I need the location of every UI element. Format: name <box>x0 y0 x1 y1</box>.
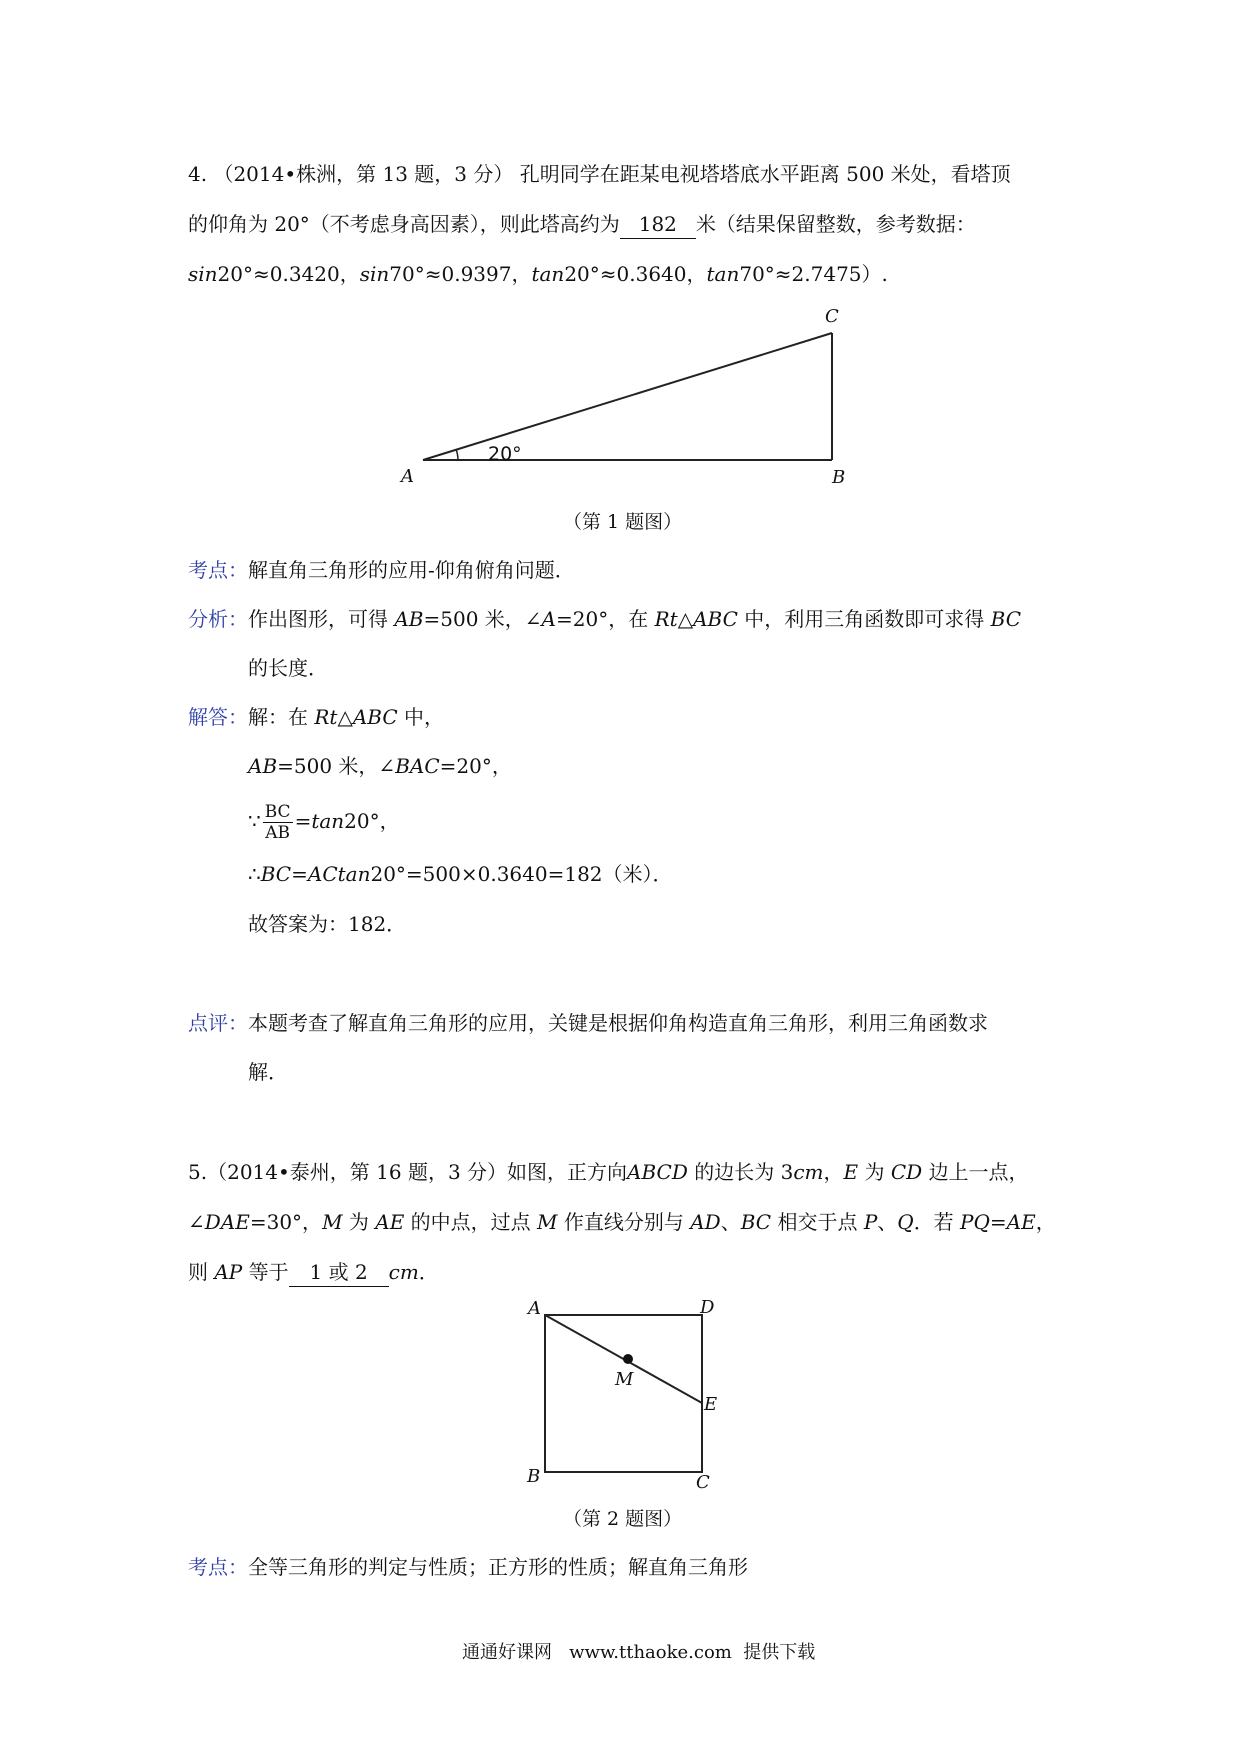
q5-line-2: ∠DAE=30°，M 为 AE 的中点，过点 M 作直线分别与 AD、BC 相交于点 P、Q．若 PQ=AE， <box>188 1210 1056 1234</box>
q5-vertex-c: C <box>696 1472 710 1493</box>
q4-vertex-c: C <box>825 306 839 327</box>
q4-jieda-4: ∴BC=ACtan20°=500×0.3640=182（米）． <box>248 862 673 886</box>
q4-figure-caption: （第 1 题图） <box>563 511 683 533</box>
q4-dianping-2: 解． <box>248 1060 288 1084</box>
q4-jieda-3: ∵ $\frac{BC}{AB}$ =tan20°， <box>248 802 400 843</box>
q4-fenxi-1: 分析：作出图形，可得 AB=500 米，∠A=20°，在 Rt△ABC 中，利用三角函数即可求得 BC <box>188 607 1021 631</box>
q4-jieda-5: 故答案为：182． <box>248 912 407 936</box>
q4-vertex-a: A <box>401 466 414 487</box>
q5-line-1: 5.（2014•泰州，第 16 题，3 分）如图，正方向ABCD 的边长为 3cm，E 为 CD 边上一点， <box>188 1160 1029 1184</box>
q4-vertex-b: B <box>832 467 846 488</box>
q4-fenxi-2: 的长度． <box>248 656 328 680</box>
q4-angle-label: 20° <box>488 443 522 465</box>
q4-kaodian: 考点：解直角三角形的应用-仰角俯角问题． <box>188 558 575 582</box>
q4-line-3: sin20°≈0.3420，sin70°≈0.9397，tan20°≈0.3640，tan70°≈2.7475）. <box>188 262 888 286</box>
q4-line-2: 的仰角为 20°（不考虑身高因素），则此塔高约为 182 米（结果保留整数，参考数据： <box>188 210 976 239</box>
q5-label-m: M <box>615 1369 634 1390</box>
q5-answer-blank: 1 或 2 <box>289 1258 389 1287</box>
q4-number: 4. <box>188 162 208 186</box>
q4-fraction: $\frac{BC}{AB}$ <box>264 802 291 843</box>
q5-vertex-d: D <box>700 1297 715 1318</box>
page-footer: 通通好课网 www.tthaoke.com 提供下载 <box>462 1642 816 1663</box>
q5-point-m <box>623 1354 633 1364</box>
q4-jieda-1: 解答：解：在 Rt△ABC 中， <box>188 705 445 729</box>
q4-answer-blank: 182 <box>620 210 696 239</box>
q4-text-1: 孔明同学在距某电视塔塔底水平距离 500 米处，看塔顶 <box>519 162 1011 186</box>
q5-line-3: 则 AP 等于 1 或 2 cm． <box>188 1258 439 1287</box>
q5-point-e: E <box>704 1394 718 1415</box>
q5-vertex-a: A <box>528 1298 541 1319</box>
q5-kaodian: 考点：全等三角形的判定与性质；正方形的性质；解直角三角形 <box>188 1555 748 1579</box>
q5-square <box>545 1315 702 1472</box>
q4-source: （2014•株洲，第 13 题，3 分） <box>213 162 514 186</box>
q5-vertex-b: B <box>527 1466 541 1487</box>
q5-figure-caption: （第 2 题图） <box>563 1508 683 1530</box>
q4-dianping-1: 点评：本题考查了解直角三角形的应用，关键是根据仰角构造直角三角形，利用三角函数求 <box>188 1011 988 1035</box>
q4-jieda-2: AB=500 米，∠BAC=20°， <box>248 754 512 778</box>
